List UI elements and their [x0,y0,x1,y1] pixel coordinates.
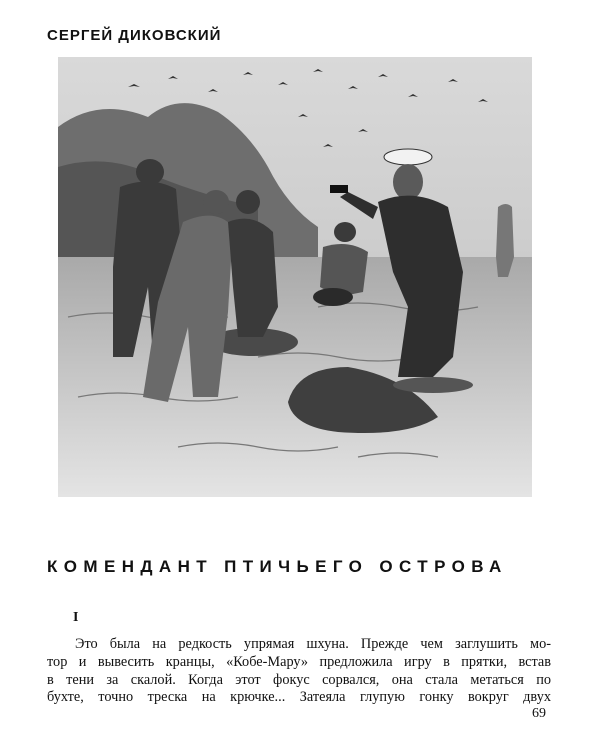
running-header-author: СЕРГЕЙ ДИКОВСКИЙ [47,27,222,44]
chapter-number: I [73,610,79,625]
text-line: бухте, точно треска на крючке... Затеяла глупую гонку вокруг двух [47,689,551,706]
page-number: 69 [532,706,546,721]
story-illustration [58,57,532,497]
story-title: КОМЕНДАНТ ПТИЧЬЕГО ОСТРОВА [47,557,508,576]
text-line: в тени за скалой. Когда этот фокус сорвался, она стала метаться по [47,671,551,688]
text-line: тор и вывесить кранцы, «Кобе-Мару» предложила игру в прятки, встав [47,653,551,670]
text-line: Это была на редкость упрямая шхуна. Прежде чем заглушить мо- [75,636,551,652]
illustration-drawing [58,57,532,497]
story-body-text [47,636,551,707]
